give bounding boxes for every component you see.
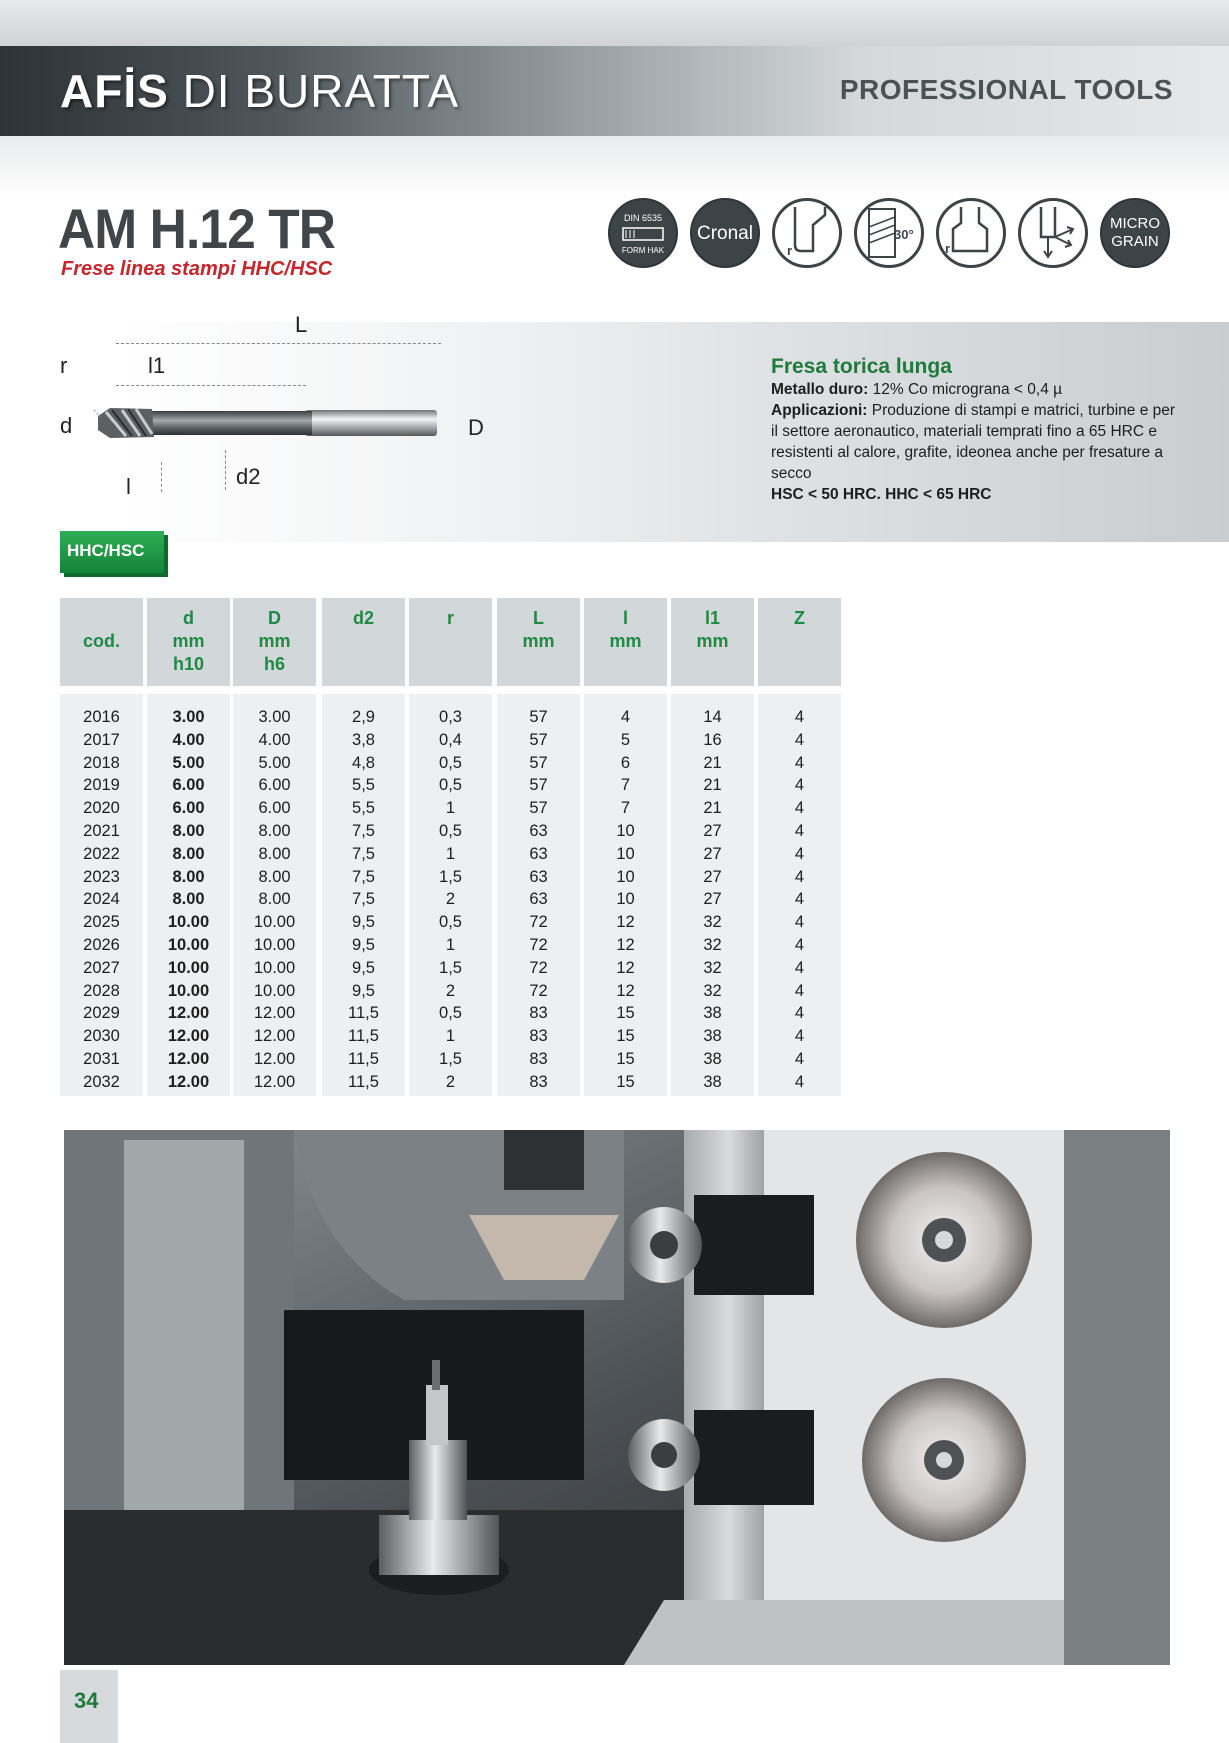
table-cell: 4.00: [258, 730, 291, 749]
table-cell: 6: [620, 753, 631, 772]
material-line: Metallo duro: 12% Co micrograna < 0,4 µ: [771, 381, 1063, 398]
table-cell: 12.00: [253, 1004, 296, 1023]
table-cell: 1,5: [439, 1050, 462, 1068]
corner-radius-icon: [772, 198, 842, 268]
table-cell: 12.00: [167, 1050, 210, 1068]
table-cell: 0,5: [439, 822, 462, 840]
machine-photo: [64, 1130, 1170, 1665]
top-strip: [0, 0, 1229, 46]
table-cell: 7: [620, 799, 631, 818]
table-cell: 8.00: [172, 844, 205, 863]
table-cell: 83: [529, 1027, 548, 1046]
product-title: AM H.12 TR: [58, 197, 336, 260]
table-cell: 2: [445, 890, 456, 909]
table-cell: 7,5: [352, 822, 375, 840]
table-cell: 4: [794, 753, 805, 772]
table-cell: 9,5: [352, 958, 375, 977]
table-cell: 21: [703, 776, 722, 795]
header-d-line: h10: [172, 654, 205, 674]
table-cell: 12.00: [167, 1027, 210, 1046]
table-cell: 4: [794, 958, 805, 977]
table-cell: 10.00: [167, 958, 210, 977]
table-cell: 10.00: [253, 913, 296, 932]
table-cell: 5.00: [258, 753, 291, 772]
header-Z-line: Z: [794, 608, 805, 628]
table-cell: 15: [616, 1050, 635, 1068]
table-cell: 2032: [83, 1072, 120, 1091]
header-tagline: PROFESSIONAL TOOLS: [839, 74, 1173, 105]
table-cell: 4: [794, 1027, 805, 1046]
table-cell: 2027: [83, 958, 120, 977]
table-cell: 27: [703, 890, 722, 909]
table-cell: 6.00: [172, 799, 205, 818]
header-d-line: mm: [172, 631, 205, 651]
table-cell: 4: [794, 1072, 805, 1091]
header-d-line: d: [183, 608, 194, 628]
cutting-direction-icon: [1018, 198, 1088, 268]
svg-text:r: r: [787, 243, 793, 258]
table-cell: 4,8: [352, 753, 375, 772]
table-cell: 11,5: [348, 1027, 379, 1046]
brand-logo: AFİS DI BURATTA: [60, 65, 460, 117]
header-D-line: mm: [258, 631, 291, 651]
label-d: d: [60, 413, 73, 438]
table-cell: 2023: [83, 867, 120, 886]
table-cell: 16: [703, 730, 722, 749]
table-cell: 11,5: [348, 1072, 379, 1091]
table-cell: 1: [445, 799, 456, 818]
table-cell: 57: [529, 730, 548, 749]
column-Z: [758, 694, 841, 1096]
table-cell: 8.00: [258, 822, 291, 840]
table-cell: 2026: [83, 936, 120, 954]
table-cell: 4: [794, 890, 805, 909]
table-cell: 63: [529, 890, 548, 909]
table-cell: 2022: [83, 844, 120, 863]
table-cell: 10: [616, 890, 635, 909]
table-cell: 38: [703, 1027, 722, 1046]
table-cell: 2017: [83, 730, 120, 749]
header-l1-line: mm: [696, 631, 729, 651]
table-cell: 5,5: [352, 799, 375, 818]
table-cell: 0,5: [439, 1004, 462, 1023]
table-cell: 8.00: [172, 822, 205, 840]
table-cell: 4: [794, 776, 805, 795]
column-D: [233, 694, 316, 1096]
table-cell: 27: [703, 822, 722, 840]
table-cell: 12.00: [167, 1004, 210, 1023]
table-cell: 12.00: [253, 1050, 296, 1068]
column-cod: [60, 694, 143, 1096]
header-r-line: r: [446, 608, 454, 628]
helix-30-icon: [854, 198, 924, 268]
dim-line-d2: [225, 450, 226, 490]
feature-icons: [608, 198, 1173, 270]
table-cell: 2029: [83, 1004, 120, 1023]
table-cell: 10.00: [253, 981, 296, 1000]
table-cell: 2024: [83, 890, 120, 909]
hhc-hsc-badge: HHC/HSC: [60, 531, 164, 573]
table-cell: 12: [616, 981, 635, 1000]
table-cell: 7: [620, 776, 631, 795]
column-l: [584, 694, 667, 1096]
table-cell: 63: [529, 822, 548, 840]
table-cell: 72: [529, 913, 548, 932]
table-cell: 8.00: [258, 867, 291, 886]
table-cell: 21: [703, 753, 722, 772]
header-D-line: h6: [263, 654, 285, 674]
header-Z: [758, 598, 841, 686]
header-L: [497, 598, 580, 686]
table-cell: 2025: [83, 913, 120, 932]
table-cell: 0,4: [439, 730, 462, 749]
table-cell: 4: [794, 1004, 805, 1023]
reduced-neck-radius-icon: [936, 198, 1006, 268]
dim-line-l: [161, 462, 162, 492]
header-l-line: l: [622, 608, 628, 628]
label-l: l: [126, 474, 131, 499]
table-cell: 72: [529, 958, 548, 977]
table-cell: 0,5: [439, 913, 462, 932]
table-cell: 32: [703, 936, 722, 954]
dim-line-L: [116, 343, 441, 344]
table-cell: 11,5: [348, 1004, 379, 1023]
table-cell: 3,8: [352, 730, 375, 749]
table-cell: 6.00: [258, 799, 291, 818]
table-cell: 0,5: [439, 753, 462, 772]
header-l: [584, 598, 667, 686]
header-d: [147, 598, 230, 686]
header-L-line: L: [533, 608, 544, 628]
cronal-coating-icon: Cronal: [690, 198, 760, 268]
table-cell: 2: [445, 1072, 456, 1091]
table-cell: 72: [529, 981, 548, 1000]
header-L-line: mm: [522, 631, 555, 651]
header-d2: [322, 598, 405, 686]
table-cell: 27: [703, 844, 722, 863]
label-l1: l1: [148, 353, 166, 378]
table-cell: 2: [445, 981, 456, 1000]
header-cod-line: cod.: [82, 631, 120, 651]
table-cell: 5.00: [172, 753, 205, 772]
table-cell: 83: [529, 1050, 548, 1068]
column-d2: [322, 694, 405, 1096]
table-cell: 72: [529, 936, 548, 954]
table-cell: 12.00: [253, 1072, 296, 1091]
table-cell: 12: [616, 958, 635, 977]
label-d2: d2: [236, 464, 261, 489]
applications-line: Applicazioni: Produzione di stampi e matrici, turbine e per il settore aeronautico, materiali temprati fino a 65 HRC e resistenti al calore, grafite, ideonea anche per fresature a secco: [771, 402, 1176, 482]
table-cell: 10.00: [167, 913, 210, 932]
column-L: [497, 694, 580, 1096]
description-heading: Fresa torica lunga: [771, 355, 952, 378]
table-cell: 4: [794, 981, 805, 1000]
header-l-line: mm: [609, 631, 642, 651]
table-cell: 4.00: [172, 730, 205, 749]
product-description: [771, 356, 1176, 505]
table-cell: 38: [703, 1072, 722, 1091]
din6535-form-hak-icon: DIN 6535 FORM HAK: [608, 198, 678, 268]
table-cell: 38: [703, 1004, 722, 1023]
header-D: [233, 598, 316, 686]
table-cell: 32: [703, 958, 722, 977]
svg-text:30°: 30°: [894, 227, 914, 242]
table-cell: 7,5: [352, 890, 375, 909]
table-cell: 8.00: [258, 890, 291, 909]
table-cell: 1: [445, 936, 456, 954]
table-cell: 11,5: [348, 1050, 379, 1068]
header-D-line: D: [268, 608, 281, 628]
product-subtitle: Frese linea stampi HHC/HSC: [61, 258, 333, 280]
table-cell: 1,5: [439, 867, 462, 886]
table-cell: 12.00: [253, 1027, 296, 1046]
table-cell: 4: [794, 844, 805, 863]
table-cell: 4: [794, 730, 805, 749]
table-cell: 8.00: [172, 890, 205, 909]
table-cell: 3.00: [258, 708, 291, 726]
column-l1: [671, 694, 754, 1096]
table-cell: 9,5: [352, 913, 375, 932]
label-r: r: [60, 353, 68, 378]
table-cell: 10.00: [167, 936, 210, 954]
table-cell: 10.00: [167, 981, 210, 1000]
table-cell: 1: [445, 1027, 456, 1046]
header-r: [409, 598, 492, 686]
table-cell: 12: [616, 913, 635, 932]
table-cell: 9,5: [352, 936, 375, 954]
table-cell: 15: [616, 1027, 635, 1046]
page-header: [0, 46, 1229, 136]
table-cell: 38: [703, 1050, 722, 1068]
table-cell: 0,5: [439, 776, 462, 795]
header-fade: [0, 136, 1229, 196]
table-cell: 1,5: [439, 958, 462, 977]
table-cell: 32: [703, 981, 722, 1000]
svg-text:r: r: [945, 241, 951, 256]
table-cell: 4: [794, 799, 805, 818]
table-cell: 2,9: [352, 708, 375, 726]
table-cell: 5,5: [352, 776, 375, 795]
table-cell: 0,3: [439, 708, 462, 726]
column-r: [409, 694, 492, 1096]
dim-line-l1: [116, 385, 306, 386]
header-l1: [671, 598, 754, 686]
table-cell: 7,5: [352, 844, 375, 863]
table-cell: 27: [703, 867, 722, 886]
table-cell: 10: [616, 844, 635, 863]
table-cell: 57: [529, 753, 548, 772]
table-cell: 2018: [83, 753, 120, 772]
table-cell: 83: [529, 1004, 548, 1023]
table-cell: 2030: [83, 1027, 120, 1046]
table-cell: 4: [620, 708, 631, 726]
table-cell: 5: [620, 730, 631, 749]
table-cell: 12.00: [167, 1072, 210, 1091]
page-number: 34: [74, 1688, 99, 1713]
table-cell: 3.00: [172, 708, 205, 726]
table-cell: 6.00: [172, 776, 205, 795]
table-cell: 2020: [83, 799, 120, 818]
table-cell: 57: [529, 776, 548, 795]
table-cell: 15: [616, 1072, 635, 1091]
label-D: D: [468, 415, 484, 440]
table-cell: 2028: [83, 981, 120, 1000]
table-cell: 2021: [83, 822, 120, 840]
table-cell: 8.00: [172, 867, 205, 886]
table-cell: 4: [794, 708, 805, 726]
table-cell: 4: [794, 822, 805, 840]
header-d2-line: d2: [352, 608, 374, 628]
table-cell: 2031: [83, 1050, 120, 1068]
table-cell: 4: [794, 1050, 805, 1068]
table-cell: 83: [529, 1072, 548, 1091]
table-cell: 14: [703, 708, 722, 726]
table-cell: 4: [794, 867, 805, 886]
table-cell: 21: [703, 799, 722, 818]
table-cell: 10: [616, 867, 635, 886]
table-cell: 32: [703, 913, 722, 932]
micrograin-icon: MICRO GRAIN: [1100, 198, 1170, 268]
table-cell: 4: [794, 936, 805, 954]
table-cell: 63: [529, 867, 548, 886]
table-cell: 10.00: [253, 936, 296, 954]
table-cell: 57: [529, 708, 548, 726]
table-cell: 12: [616, 936, 635, 954]
table-cell: 10.00: [253, 958, 296, 977]
header-cod: [60, 598, 143, 686]
label-L: L: [295, 312, 308, 337]
table-cell: 2016: [83, 708, 120, 726]
table-cell: 4: [794, 913, 805, 932]
table-cell: 63: [529, 844, 548, 863]
hardness-line: HSC < 50 HRC. HHC < 65 HRC: [771, 486, 992, 503]
column-d: [147, 694, 230, 1096]
header-l1-line: l1: [704, 608, 720, 628]
table-cell: 9,5: [352, 981, 375, 1000]
table-cell: 2019: [83, 776, 120, 795]
table-cell: 8.00: [258, 844, 291, 863]
table-cell: 57: [529, 799, 548, 818]
table-cell: 7,5: [352, 867, 375, 886]
table-cell: 6.00: [258, 776, 291, 795]
table-cell: 10: [616, 822, 635, 840]
table-cell: 1: [445, 844, 456, 863]
end-mill-drawing: [92, 396, 452, 450]
table-cell: 15: [616, 1004, 635, 1023]
